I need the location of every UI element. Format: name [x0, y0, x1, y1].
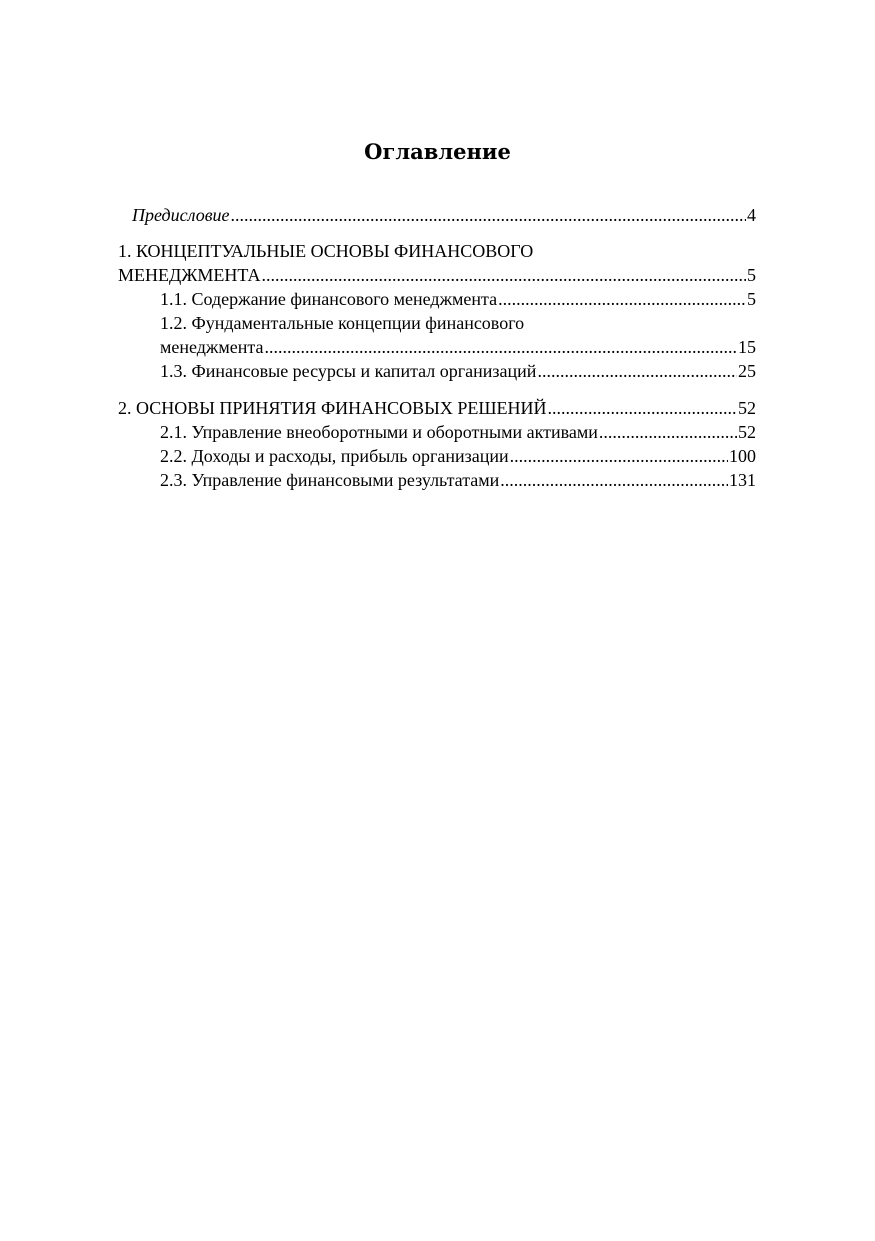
- toc-entry-label: менеджмента: [160, 337, 264, 357]
- toc-page-number: 5: [747, 265, 756, 285]
- toc-page-number: 100: [729, 446, 756, 466]
- toc-leader-dots: [500, 468, 728, 492]
- toc-page-number: 15: [738, 337, 756, 357]
- toc-entry-chapter-1[interactable]: [118, 239, 756, 287]
- toc-page-number: 131: [729, 470, 756, 490]
- toc-leader-dots: [537, 359, 737, 383]
- toc-leader-dots: [264, 335, 737, 359]
- toc-entry-label: МЕНЕДЖМЕНТА: [118, 265, 261, 285]
- toc-entry-section-1-2[interactable]: [118, 311, 756, 359]
- toc-entry-label: 1.1. Содержание финансового менеджмента: [160, 289, 498, 309]
- toc-page-number: 4: [747, 205, 756, 225]
- toc-entry-preface[interactable]: [118, 203, 756, 227]
- table-of-contents: [118, 203, 756, 492]
- toc-entry-label: 1.3. Финансовые ресурсы и капитал организаций: [160, 361, 537, 381]
- toc-page-number: 52: [738, 422, 756, 442]
- toc-leader-dots: [510, 444, 728, 468]
- toc-entry-label: Предисловие: [132, 205, 230, 225]
- toc-entry-label: 2.2. Доходы и расходы, прибыль организации: [160, 446, 509, 466]
- toc-entry-section-1-1[interactable]: [118, 287, 756, 311]
- toc-entry-label: 2. ОСНОВЫ ПРИНЯТИЯ ФИНАНСОВЫХ РЕШЕНИЙ: [118, 398, 547, 418]
- toc-entry-section-2-2[interactable]: [118, 444, 756, 468]
- toc-leader-dots: [231, 203, 746, 227]
- toc-leader-dots: [262, 263, 747, 287]
- toc-entry-label: 1. КОНЦЕПТУАЛЬНЫЕ ОСНОВЫ ФИНАНСОВОГО: [118, 241, 534, 261]
- toc-entry-label: 2.1. Управление внеоборотными и оборотными активами: [160, 422, 598, 442]
- toc-page-number: 52: [738, 398, 756, 418]
- toc-entry-section-2-3[interactable]: [118, 468, 756, 492]
- toc-page-number: 5: [747, 289, 756, 309]
- toc-entry-chapter-2[interactable]: [118, 396, 756, 420]
- toc-entry-section-2-1[interactable]: [118, 420, 756, 444]
- toc-leader-dots: [498, 287, 746, 311]
- toc-entry-label: 2.3. Управление финансовыми результатами: [160, 470, 500, 490]
- toc-entry-label: 1.2. Фундаментальные концепции финансового: [160, 313, 525, 333]
- page-title: Оглавление: [364, 139, 511, 164]
- toc-entry-section-1-3[interactable]: [118, 359, 756, 383]
- toc-page-number: 25: [738, 361, 756, 381]
- toc-leader-dots: [599, 420, 737, 444]
- toc-leader-dots: [548, 396, 737, 420]
